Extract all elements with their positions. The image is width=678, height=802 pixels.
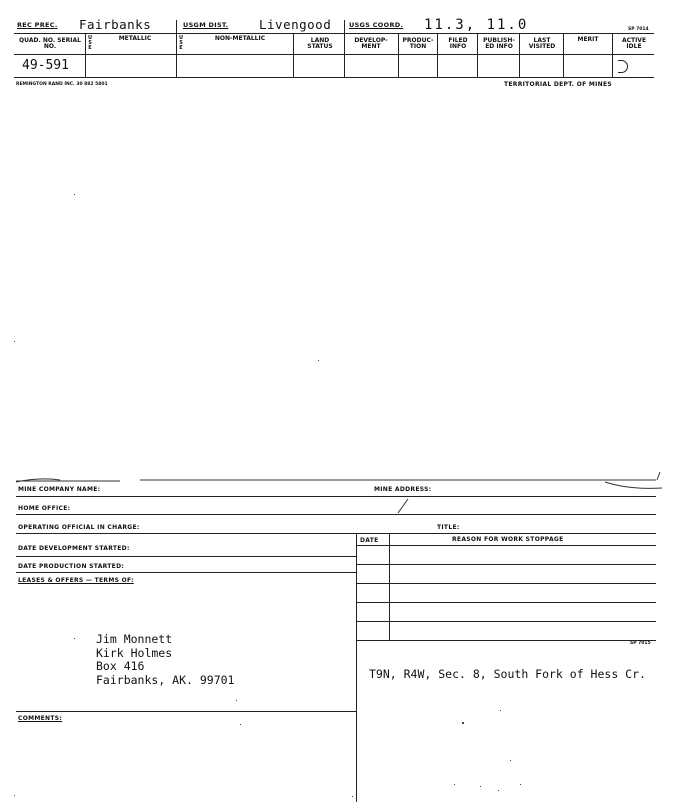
- date-development-label: DATE DEVELOPMENT STARTED:: [18, 545, 130, 552]
- col-development: DEVELOP- MENT: [354, 37, 388, 50]
- col-quad-serial: [16, 38, 84, 50]
- mine-company-name-label: MINE COMPANY NAME:: [18, 486, 101, 493]
- col-filed-info: FILED INFO: [448, 37, 468, 50]
- leases-label: LEASES & OFFERS — TERMS OF:: [18, 577, 134, 584]
- col-use-2: U S E: [178, 35, 184, 51]
- title-label: TITLE:: [437, 524, 460, 531]
- col-active-idle: ACTIVE IDLE: [621, 37, 647, 50]
- active-mark: [618, 60, 628, 73]
- col-metallic: METALLIC: [118, 35, 152, 42]
- col-non-metallic: NON-METALLIC: [214, 35, 266, 42]
- col-last-visited: LAST VISITED: [528, 37, 556, 50]
- col-quad-no: QUAD. NO.: [19, 37, 56, 44]
- col-published-info: PUBLISH- ED INFO: [483, 37, 515, 50]
- address-line: Jim Monnett: [96, 632, 173, 646]
- top-rule-2: [14, 54, 654, 55]
- form-number-top: SP 7014: [628, 27, 649, 32]
- col-production: PRODUC- TION: [402, 37, 434, 50]
- address-line: Fairbanks, AK. 99701: [96, 672, 235, 687]
- top-rule-3: [14, 77, 654, 78]
- usgm-dist-value: Livengood: [259, 17, 332, 32]
- address-line: Box 416: [96, 659, 145, 673]
- usgs-coord-value: 11.3, 11.0: [424, 17, 529, 33]
- usgm-dist-label: USGM DIST.: [183, 21, 229, 29]
- mine-address-label: MINE ADDRESS:: [374, 486, 432, 493]
- footer-left: REMINGTON RAND INC. 30 882 5801: [16, 82, 108, 87]
- date-production-label: DATE PRODUCTION STARTED:: [18, 563, 125, 570]
- comments-label: COMMENTS:: [18, 715, 63, 722]
- serial-value: 49-591: [22, 58, 69, 73]
- rec-prec-value: Fairbanks: [79, 17, 152, 32]
- reason-col-label: REASON FOR WORK STOPPAGE: [452, 536, 564, 543]
- operating-official-label: OPERATING OFFICIAL IN CHARGE:: [18, 524, 140, 531]
- col-use-1: U S E: [87, 35, 93, 51]
- col-merit: MERIT: [577, 36, 599, 43]
- form-number-bottom: SP 7015: [630, 641, 651, 646]
- card-edge: [0, 468, 678, 492]
- lessee-address: [96, 633, 234, 687]
- col-serial-no: SERIAL NO.: [43, 37, 81, 50]
- rec-prec-label: REC PREC.: [17, 21, 58, 29]
- usgs-coord-label: USGS COORD.: [349, 21, 404, 29]
- address-line: Kirk Holmes: [96, 645, 173, 660]
- footer-right: TERRITORIAL DEPT. OF MINES: [504, 81, 613, 88]
- date-col-label: DATE: [360, 537, 379, 544]
- col-land-status: LAND STATUS: [307, 37, 333, 50]
- top-rule-1: [14, 33, 654, 34]
- location-text: T9N, R4W, Sec. 8, South Fork of Hess Cr.: [369, 667, 646, 681]
- home-office-label: HOME OFFICE:: [18, 505, 71, 512]
